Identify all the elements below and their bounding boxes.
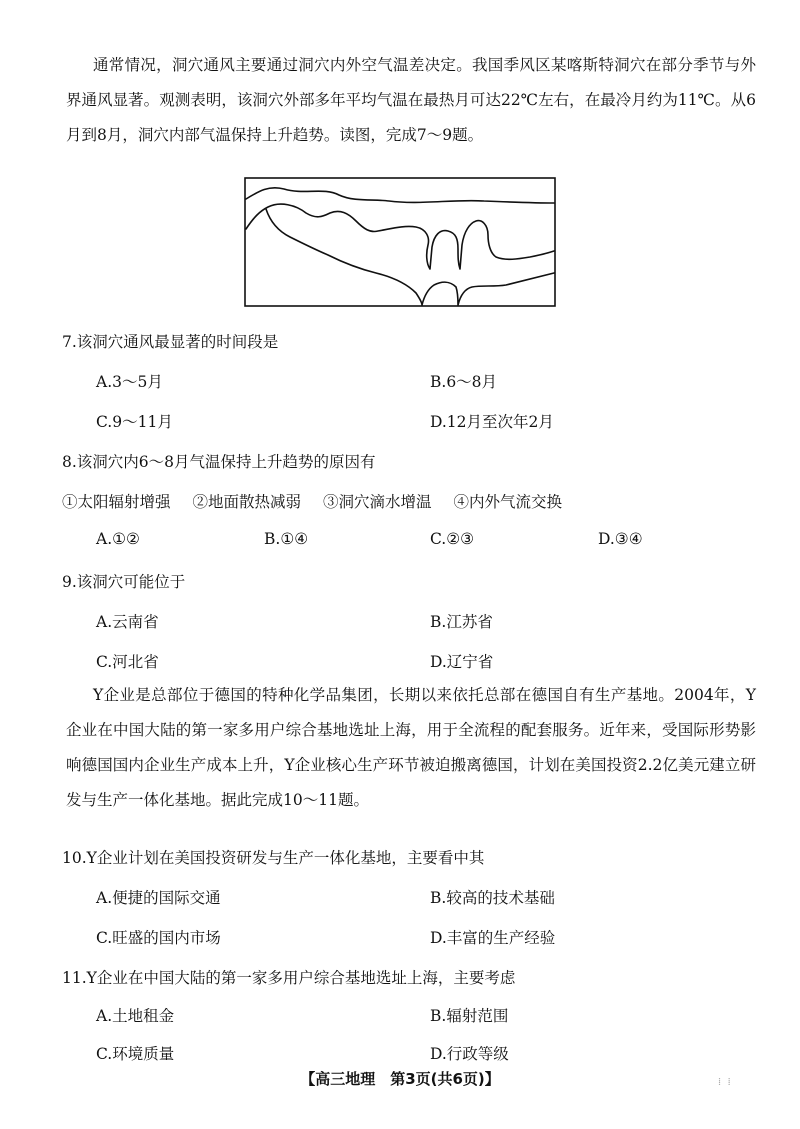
q11-option-b[interactable]: B.辐射范围 (430, 1007, 509, 1025)
q9-option-d[interactable]: D.辽宁省 (430, 653, 494, 671)
q8-statement-list (62, 490, 584, 512)
passage-company: Y企业是总部位于德国的特种化学品集团，长期以来依托总部在德国自有生产基地。2004年，Y企业在中国大陆的第一家多用户综合基地选址上海，用于全流程的配套服务。近年来，受国际形势影响德国国内企业生产成本上升，Y企业核心生产环节被迫搬离德国，计划在美国投资2.2亿美元建立研发与生产一体化基地。据此完成10～11题。 (66, 686, 756, 809)
q8-option-d[interactable]: D.③④ (598, 530, 643, 548)
q8-option-a[interactable]: A.①② (96, 530, 140, 548)
figure-frame (245, 178, 555, 306)
scan-marks: ⁞ ⁞ (718, 1075, 731, 1088)
q9-option-c[interactable]: C.河北省 (96, 653, 159, 671)
q7-option-d[interactable]: D.12月至次年2月 (430, 413, 554, 431)
question-11-stem: 11.Y企业在中国大陆的第一家多用户综合基地选址上海，主要考虑 (62, 969, 516, 987)
question-7-stem: 7.该洞穴通风最显著的时间段是 (62, 333, 279, 351)
q11-option-d[interactable]: D.行政等级 (430, 1045, 509, 1063)
q8-option-b[interactable]: B.①④ (264, 530, 309, 548)
page-footer: 【高三地理 第3页(共6页)】 (300, 1070, 500, 1088)
q10-option-d[interactable]: D.丰富的生产经验 (430, 929, 556, 947)
question-9-stem: 9.该洞穴可能位于 (62, 573, 186, 591)
q10-option-a[interactable]: A.便捷的国际交通 (96, 889, 221, 907)
cave-outline (246, 188, 554, 305)
q10-option-c[interactable]: C.旺盛的国内市场 (96, 929, 221, 947)
q8-statement-4: ④内外气流交换 (453, 493, 563, 511)
q9-option-a[interactable]: A.云南省 (96, 613, 159, 631)
q10-option-b[interactable]: B.较高的技术基础 (430, 889, 555, 907)
question-10-stem: 10.Y企业计划在美国投资研发与生产一体化基地，主要看中其 (62, 849, 485, 867)
q8-statement-2: ②地面散热减弱 (192, 493, 302, 511)
q9-option-b[interactable]: B.江苏省 (430, 613, 493, 631)
q11-option-a[interactable]: A.土地租金 (96, 1007, 175, 1025)
passage-cave: 通常情况，洞穴通风主要通过洞穴内外空气温差决定。我国季风区某喀斯特洞穴在部分季节与外界通风显著。观测表明，该洞穴外部多年平均气温在最热月可达22℃左右，在最冷月约为11℃。从6月到8月，洞穴内部气温保持上升趋势。读图，完成7～9题。 (66, 56, 756, 144)
q8-statement-3: ③洞穴滴水增温 (323, 493, 432, 511)
q8-option-c[interactable]: C.②③ (430, 530, 475, 548)
q8-statement-1: ①太阳辐射增强 (62, 493, 171, 511)
cave-cross-section-figure (244, 177, 556, 307)
q7-option-c[interactable]: C.9～11月 (96, 413, 173, 431)
q7-option-b[interactable]: B.6～8月 (430, 373, 498, 391)
question-8-stem: 8.该洞穴内6～8月气温保持上升趋势的原因有 (62, 453, 376, 471)
q11-option-c[interactable]: C.环境质量 (96, 1045, 175, 1063)
q7-option-a[interactable]: A.3～5月 (96, 373, 163, 391)
